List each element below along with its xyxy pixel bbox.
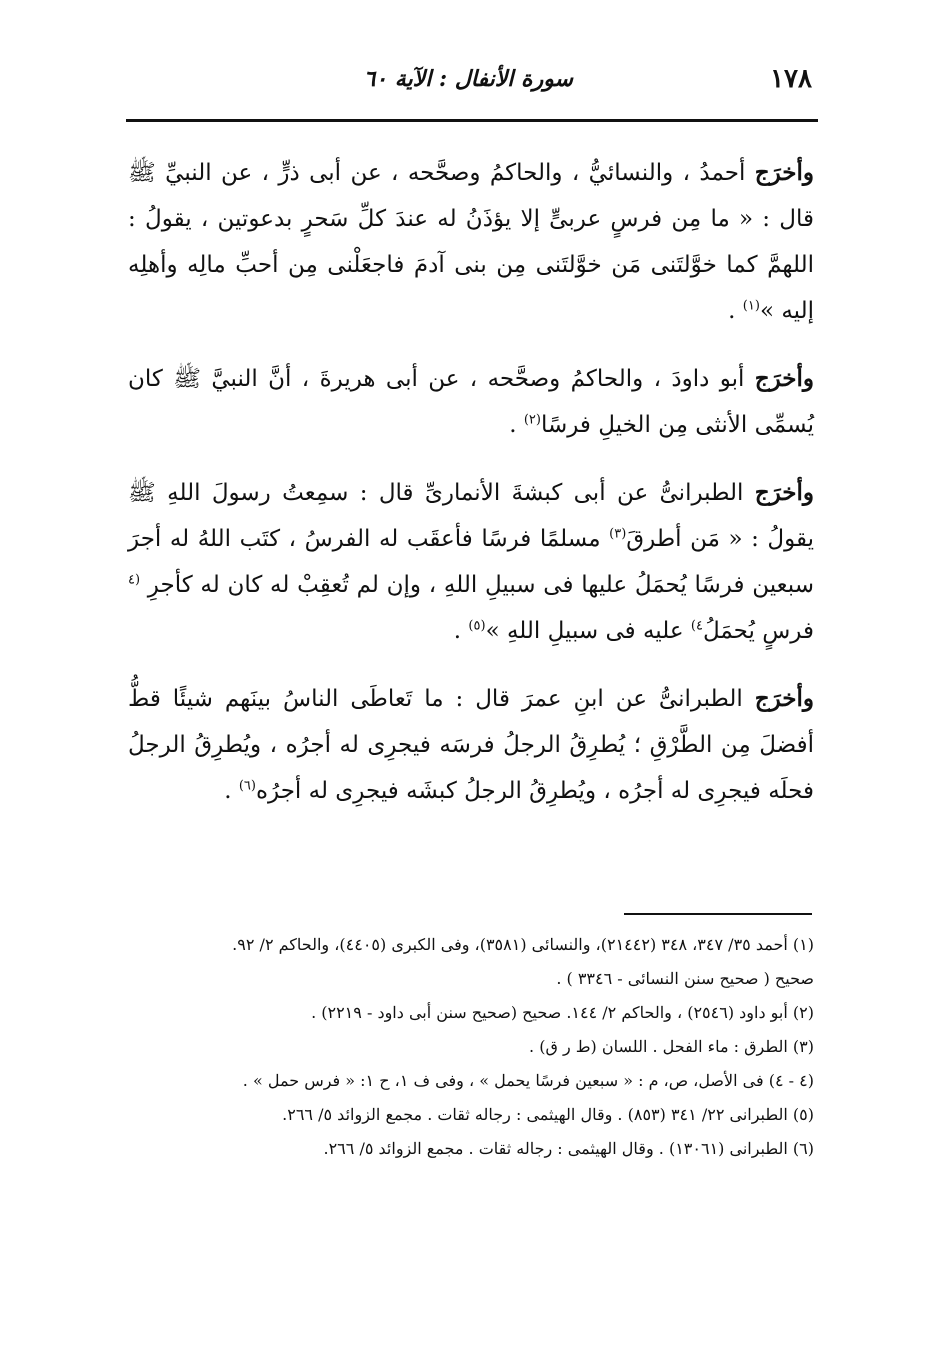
paragraph-text: فرسٍ يُحمَلُ	[702, 618, 814, 644]
paragraph-text: مسلمًا فرسًا فأعقَب له الفرسُ ، كتَب اللهُ له أجرَ سبعين فرسًا يُحمَلُ عليها فى سبيلِ اللهِ ، وإن لم تُعقِبْ له كان له كأجرِ	[128, 526, 814, 598]
footnote-marker: (٤	[128, 572, 141, 588]
paragraph-text: أبو داودَ ، والحاكمُ وصحَّحه ، عن أبى هريرةَ ، أنَّ النبيَّ ﷺ كان يُسمِّى الأنثى مِن الخيلِ فرسًا	[128, 366, 814, 438]
footnote-marker: (٥)	[468, 618, 486, 634]
paragraph-text: الطبرانىُّ عن أبى كبشةَ الأنمارىِّ قال : سمِعتُ رسولَ اللهِ ﷺ يقولُ : « مَن أطرقَ	[128, 480, 814, 552]
footnote-marker: (٦)	[238, 778, 256, 794]
paragraph-3	[128, 470, 814, 654]
paragraph-lead: وأخرَج	[754, 159, 814, 186]
paragraph-lead: وأخرَج	[754, 479, 814, 506]
paragraph-text: أحمدُ ، والنسائيُّ ، والحاكمُ وصحَّحه ، عن أبى ذرٍّ ، عن النبيِّ ﷺ قال : « ما مِن فرسٍ عربىٍّ إلا يؤذَنُ له عندَ كلِّ سَحرٍ بدعوتين ، يقولُ : اللهمَّ كما خوَّلتَنى مَن خوَّلتَنى مِن بنى آدمَ فاجعَلْنى مِن أحبِّ مالِه وأهلِه إليه »	[128, 160, 814, 324]
paragraph-end: .	[509, 412, 524, 438]
header-rule	[126, 119, 818, 122]
footnote-rule	[624, 913, 812, 915]
footnote-marker: (٢)	[523, 412, 541, 428]
paragraph-1	[128, 150, 814, 334]
paragraph-end: .	[453, 618, 469, 644]
paragraph-text: الطبرانىُّ عن ابنِ عمرَ قال : ما تَعاطَى الناسُ بينَهم شيئًا قطُّ أفضلَ مِن الطَّرْقِ ؛ يُطرِقُ الرجلُ فرسَه فيجرِى له أجرُه ، ويُطرِقُ الرجلُ فحلَه فيجرِى له أجرُه ، ويُطرِقُ الرجلُ كبشَه فيجرِى له أجرُه	[128, 686, 814, 804]
footnote-5: (٥) الطبرانى ٢٢/ ٣٤١ (٨٥٣) . وقال الهيثمى : رجاله ثقات . مجمع الزوائد ٥/ ٢٦٦.	[282, 1105, 814, 1124]
page-number: ١٧٨	[770, 64, 812, 94]
footnote-1: (١) أحمد ٣٥/ ٣٤٧، ٣٤٨ (٢١٤٤٢)، والنسائى (٣٥٨١)، وفى الكبرى (٤٤٠٥)، والحاكم ٢/ ٩٢.	[232, 935, 814, 954]
footnote-4: (٤ - ٤) فى الأصل، ص، م : « سبعين فرسًا يحمل » ، وفى ف ١، ح ١: « فرس حمل » .	[242, 1071, 814, 1090]
paragraph-end: .	[224, 778, 239, 804]
running-title: سورة الأنفال : الآية ٦٠	[363, 66, 573, 92]
paragraph-lead: وأخرَج	[754, 365, 814, 392]
footnote-marker: (١)	[742, 298, 760, 314]
footnote-marker: (٣)	[609, 526, 627, 542]
footnote-6: (٦) الطبرانى (١٣٠٦١) . وقال الهيثمى : رجاله ثقات . مجمع الزوائد ٥/ ٢٦٦.	[323, 1139, 814, 1158]
page-header	[128, 62, 818, 102]
main-text	[128, 150, 814, 836]
footnote-2: (٢) أبو داود (٢٥٤٦) ، والحاكم ٢/ ١٤٤. صحيح (صحيح سنن أبى داود - ٢٢١٩) .	[311, 1003, 814, 1022]
footnote-3: (٣) الطرق : ماء الفحل . اللسان (ط ر ق) .	[529, 1037, 814, 1056]
paragraph-lead: وأخرَج	[754, 685, 814, 712]
footnote-marker: ٤)	[690, 618, 703, 634]
paragraph-4	[128, 676, 814, 814]
paragraph-2	[128, 356, 814, 448]
paragraph-end: .	[728, 298, 743, 324]
paragraph-text: عليه فى سبيلِ اللهِ »	[485, 618, 691, 644]
footnotes	[128, 928, 814, 1166]
footnote-1-continued: صحيح ( صحيح سنن النسائى - ٣٣٤٦ ) .	[556, 969, 814, 988]
